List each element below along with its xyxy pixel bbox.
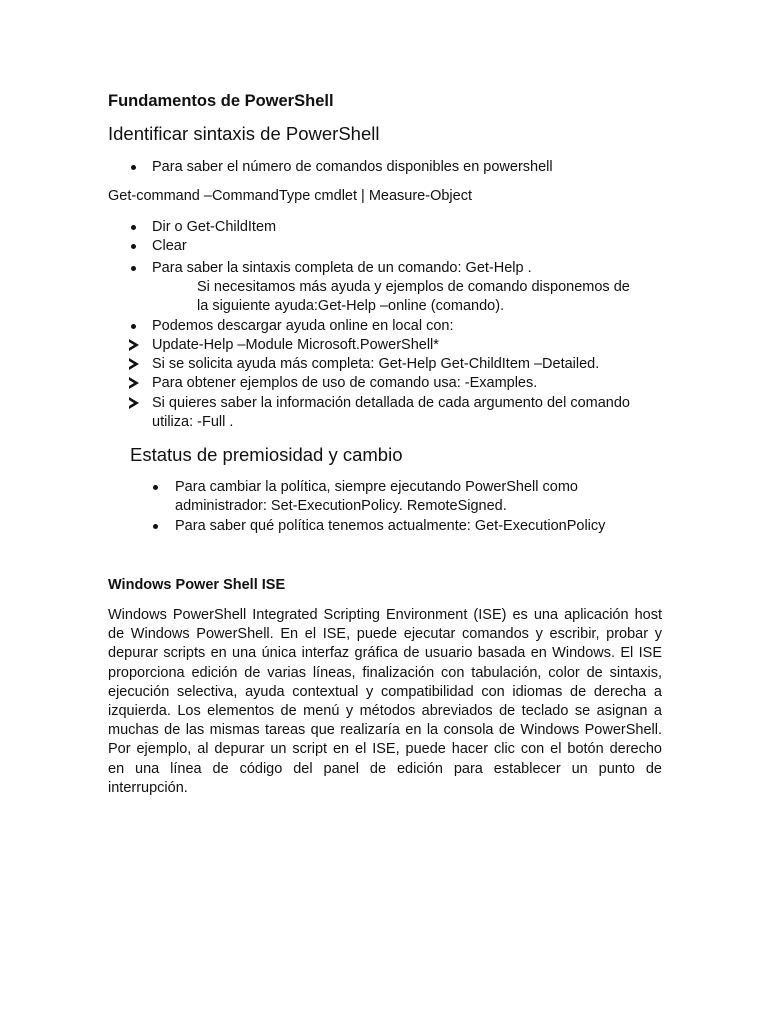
bullet-dot-icon bbox=[153, 524, 158, 529]
arrow-bullet-icon bbox=[129, 397, 139, 409]
arrow-item-full: Si quieres saber la información detallada de cada argumento del comando bbox=[152, 395, 630, 411]
paragraph-line: interrupción. bbox=[108, 779, 188, 796]
arrow-bullet-icon bbox=[129, 358, 139, 370]
bullet-dot-icon bbox=[131, 266, 136, 271]
paragraph-line: de Windows PowerShell. En el ISE, puede ejecutar comandos y escribir, probar y bbox=[108, 626, 662, 643]
help-note-line: la siguiente ayuda:Get-Help –online (comando). bbox=[197, 298, 505, 314]
arrow-item-examples: Para obtener ejemplos de uso de comando usa: -Examples. bbox=[152, 375, 538, 391]
help-note-line: Si necesitamos más ayuda y ejemplos de comando disponemos de bbox=[197, 279, 630, 295]
arrow-bullet-icon bbox=[129, 377, 139, 389]
bullet-item-get-policy: Para saber qué política tenemos actualmente: Get-ExecutionPolicy bbox=[175, 518, 606, 534]
paragraph-line: Por ejemplo, al depurar un script en el ISE, puede hacer clic con el botón derecho bbox=[108, 741, 662, 758]
bullet-dot-icon bbox=[131, 324, 136, 329]
page-title: Fundamentos de PowerShell bbox=[108, 92, 334, 110]
paragraph-line: depurar scripts en una única interfaz gráfica de usuario basada en Windows. El ISE bbox=[108, 645, 662, 662]
arrow-item-full-continuation: utiliza: -Full . bbox=[152, 414, 234, 430]
arrow-bullet-icon bbox=[129, 339, 139, 351]
paragraph-line: en una línea de código del panel de edición para establecer un punto de bbox=[108, 760, 662, 777]
bullet-item-change-policy-continuation: administrador: Set-ExecutionPolicy. RemoteSigned. bbox=[175, 498, 507, 514]
bullet-item-clear: Clear bbox=[152, 238, 187, 254]
section-heading-ise: Windows Power Shell ISE bbox=[108, 577, 286, 593]
ise-paragraph bbox=[108, 606, 662, 798]
section-heading-syntax: Identificar sintaxis de PowerShell bbox=[108, 123, 380, 144]
arrow-item-update-help: Update-Help –Module Microsoft.PowerShell* bbox=[152, 337, 439, 353]
paragraph-line: proporciona edición de varias líneas, finalización con tabulación, color de sintaxis, bbox=[108, 664, 662, 681]
bullet-item-change-policy: Para cambiar la política, siempre ejecutando PowerShell como bbox=[175, 479, 578, 495]
paragraph-line: muchas de las mismas tareas que realizaría en la consola de Windows PowerShell. bbox=[108, 722, 662, 739]
paragraph-line: izquierda. Los elementos de menú y métodos abreviados de teclado se asignan a bbox=[108, 702, 662, 719]
command-example: Get-command –CommandType cmdlet | Measure-Object bbox=[108, 188, 472, 204]
bullet-item-dir: Dir o Get-ChildItem bbox=[152, 219, 277, 235]
section-heading-policy: Estatus de premiosidad y cambio bbox=[130, 444, 403, 465]
bullet-dot-icon bbox=[131, 244, 136, 249]
bullet-dot-icon bbox=[131, 225, 136, 230]
bullet-dot-icon bbox=[153, 485, 158, 490]
bullet-item-get-help: Para saber la sintaxis completa de un comando: Get-Help . bbox=[152, 260, 532, 276]
bullet-dot-icon bbox=[131, 165, 136, 170]
bullet-item-command-count: Para saber el número de comandos disponibles en powershell bbox=[152, 159, 553, 175]
arrow-item-detailed: Si se solicita ayuda más completa: Get-Help Get-ChildItem –Detailed. bbox=[152, 356, 600, 372]
paragraph-line: Windows PowerShell Integrated Scripting Environment (ISE) es una aplicación host bbox=[108, 607, 662, 623]
paragraph-line: ejecución selectiva, ayuda contextual y compatibilidad con idiomas de derecha a bbox=[108, 683, 662, 700]
bullet-item-download-help: Podemos descargar ayuda online en local con: bbox=[152, 318, 454, 334]
